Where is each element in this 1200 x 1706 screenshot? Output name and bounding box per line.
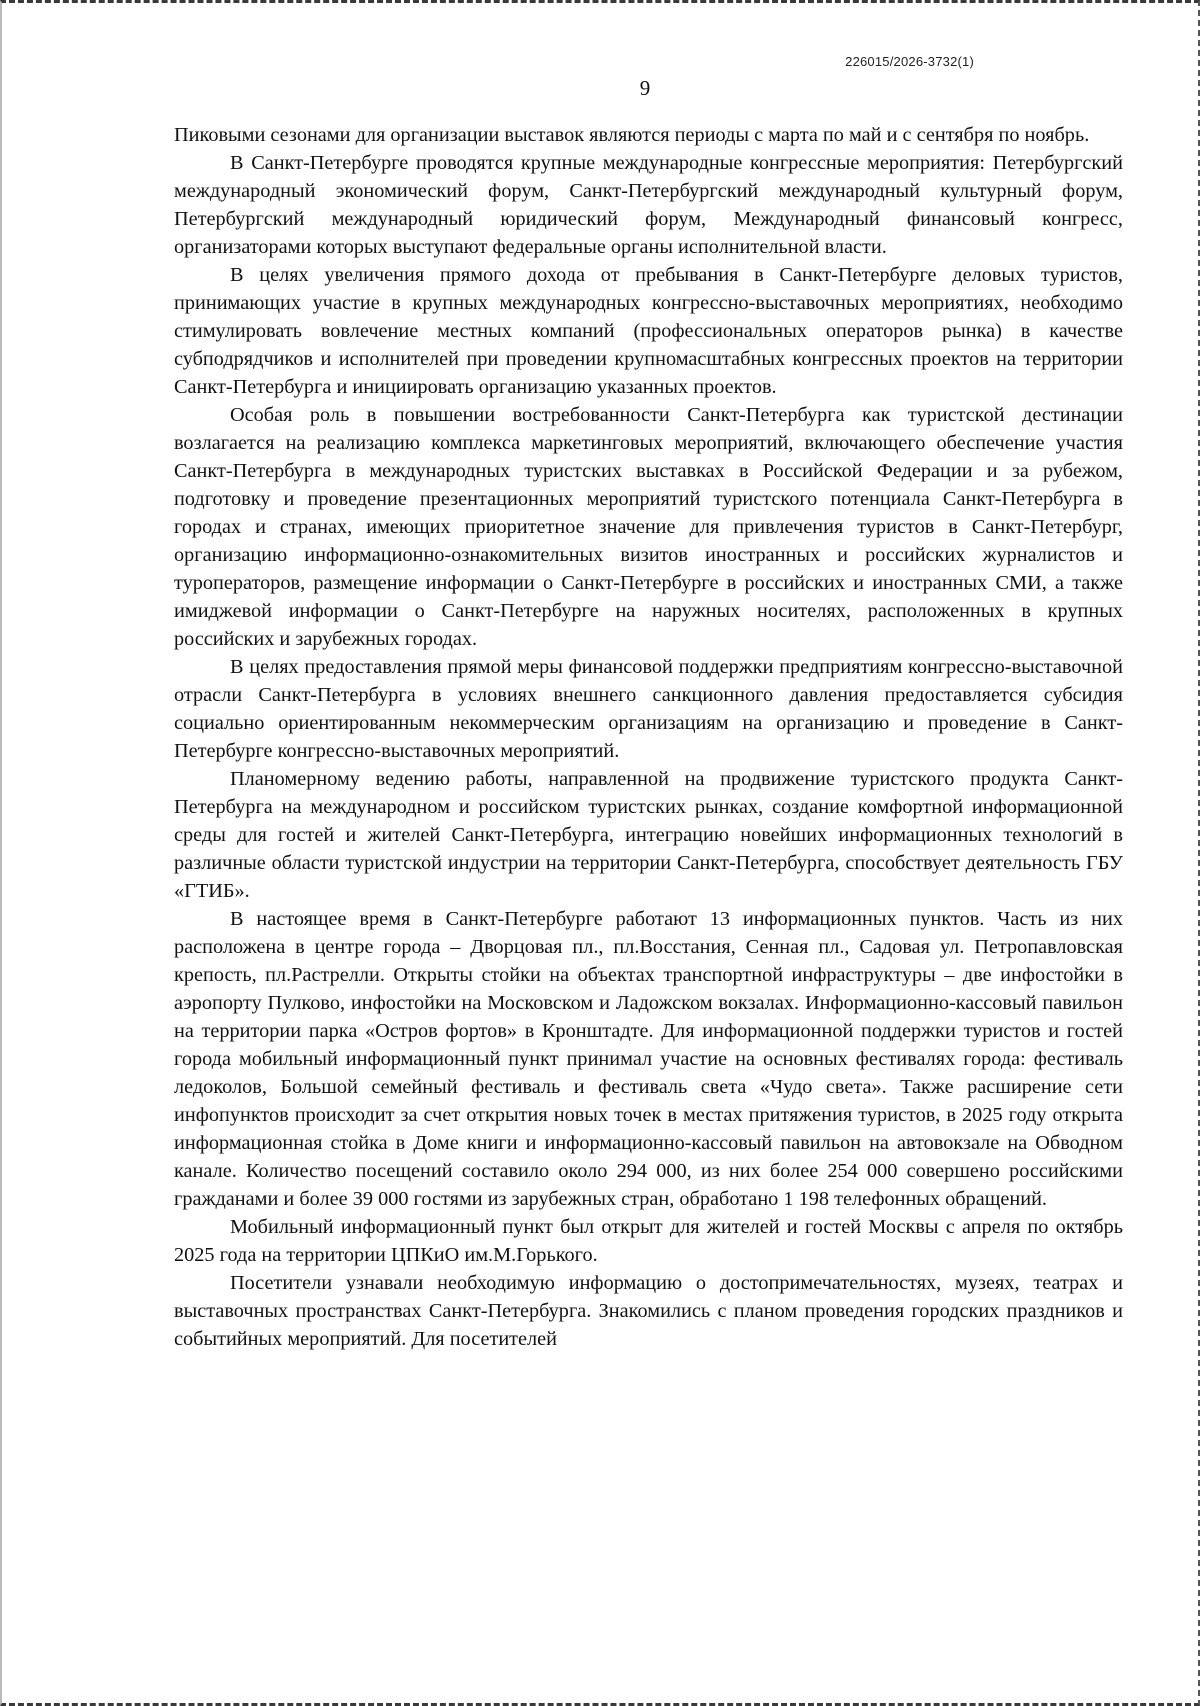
paragraph: Посетители узнавали необходимую информацию о достопримечательностях, музеях, театрах и выставочных пространствах Санкт-Петербурга. Знакомились с планом проведения городских праздников и событийных мероприятий. Для посетителей — [174, 1272, 1123, 1350]
document-registration-number: 226015/2026-3732(1) — [845, 54, 974, 69]
paragraph: В настоящее время в Санкт-Петербурге работают 13 информационных пунктов. Часть из них расположена в центре города – Дворцовая пл., пл.Восстания, Сенная пл., Садовая ул. Петропавловская крепость, пл.Растрелли. Открыты стойки на объектах транспортной инфраструктуры – две инфостойки в аэропорту Пулково, инфостойки на Московском и Ладожском вокзалах. Информационно-кассовый павильон на территории парка «Остров фортов» в Кронштадте. Для информационной поддержки туристов и гостей города мобильный информационный пункт принимал участие на основных фестивалях города: фестиваль ледоколов, Большой семейный фестиваль и фестиваль света «Чудо света». Также расширение сети инфопунктов происходит за счет открытия новых точек в местах притяжения туристов, в 2025 году открыта информационная стойка в Доме книги и информационно-кассовый павильон на автовокзале на Обводном канале. Количество посещений составило около 294 000, из них более 254 000 совершено российскими гражданами и более 39 000 гостями из зарубежных стран, обработано 1 198 телефонных обращений. — [174, 908, 1123, 1210]
document-body — [174, 121, 1123, 1353]
paragraph: Пиковыми сезонами для организации выставок являются периоды с марта по май и с сентября по ноябрь. — [174, 124, 1090, 146]
paragraph: Планомерному ведению работы, направленной на продвижение туристского продукта Санкт-Петербурга на международном и российском туристских рынках, создание комфортной информационной среды для гостей и жителей Санкт-Петербурга, интеграцию новейших информационных технологий в различные области туристской индустрии на территории Санкт-Петербурга, способствует деятельность ГБУ «ГТИБ». — [174, 768, 1123, 902]
paragraph: Особая роль в повышении востребованности Санкт-Петербурга как туристской дестинации возлагается на реализацию комплекса маркетинговых мероприятий, включающего обеспечение участия Санкт-Петербурга в международных туристских выставках в Российской Федерации и за рубежом, подготовку и проведение презентационных мероприятий туристского потенциала Санкт-Петербурга в городах и странах, имеющих приоритетное значение для привлечения туристов в Санкт-Петербург, организацию информационно-ознакомительных визитов иностранных и российских журналистов и туроператоров, размещение информации о Санкт-Петербурге в российских и иностранных СМИ, а также имиджевой информации о Санкт-Петербурге на наружных носителях, расположенных в крупных российских и зарубежных городах. — [174, 404, 1123, 650]
paragraph: В целях предоставления прямой меры финансовой поддержки предприятиям конгрессно-выставочной отрасли Санкт-Петербурга в условиях внешнего санкционного давления предоставляется субсидия социально ориентированным некоммерческим организациям на организацию и проведение в Санкт-Петербурге конгрессно-выставочных мероприятий. — [174, 656, 1123, 762]
paragraph: Мобильный информационный пункт был открыт для жителей и гостей Москвы с апреля по октябрь 2025 года на территории ЦПКиО им.М.Горького. — [174, 1216, 1123, 1266]
paragraph: В целях увеличения прямого дохода от пребывания в Санкт-Петербурге деловых туристов, принимающих участие в крупных международных конгрессно-выставочных мероприятиях, необходимо стимулировать вовлечение местных компаний (профессиональных операторов рынка) в качестве субподрядчиков и исполнителей при проведении крупномасштабных конгрессных проектов на территории Санкт-Петербурга и инициировать организацию указанных проектов. — [174, 264, 1123, 398]
paragraph: В Санкт-Петербурге проводятся крупные международные конгрессные мероприятия: Петербургский международный экономический форум, Санкт-Петербургский международный культурный форум, Петербургский международный юридический форум, Международный финансовый конгресс, организаторами которых выступают федеральные органы исполнительной власти. — [174, 152, 1123, 258]
page-number: 9 — [639, 76, 651, 100]
